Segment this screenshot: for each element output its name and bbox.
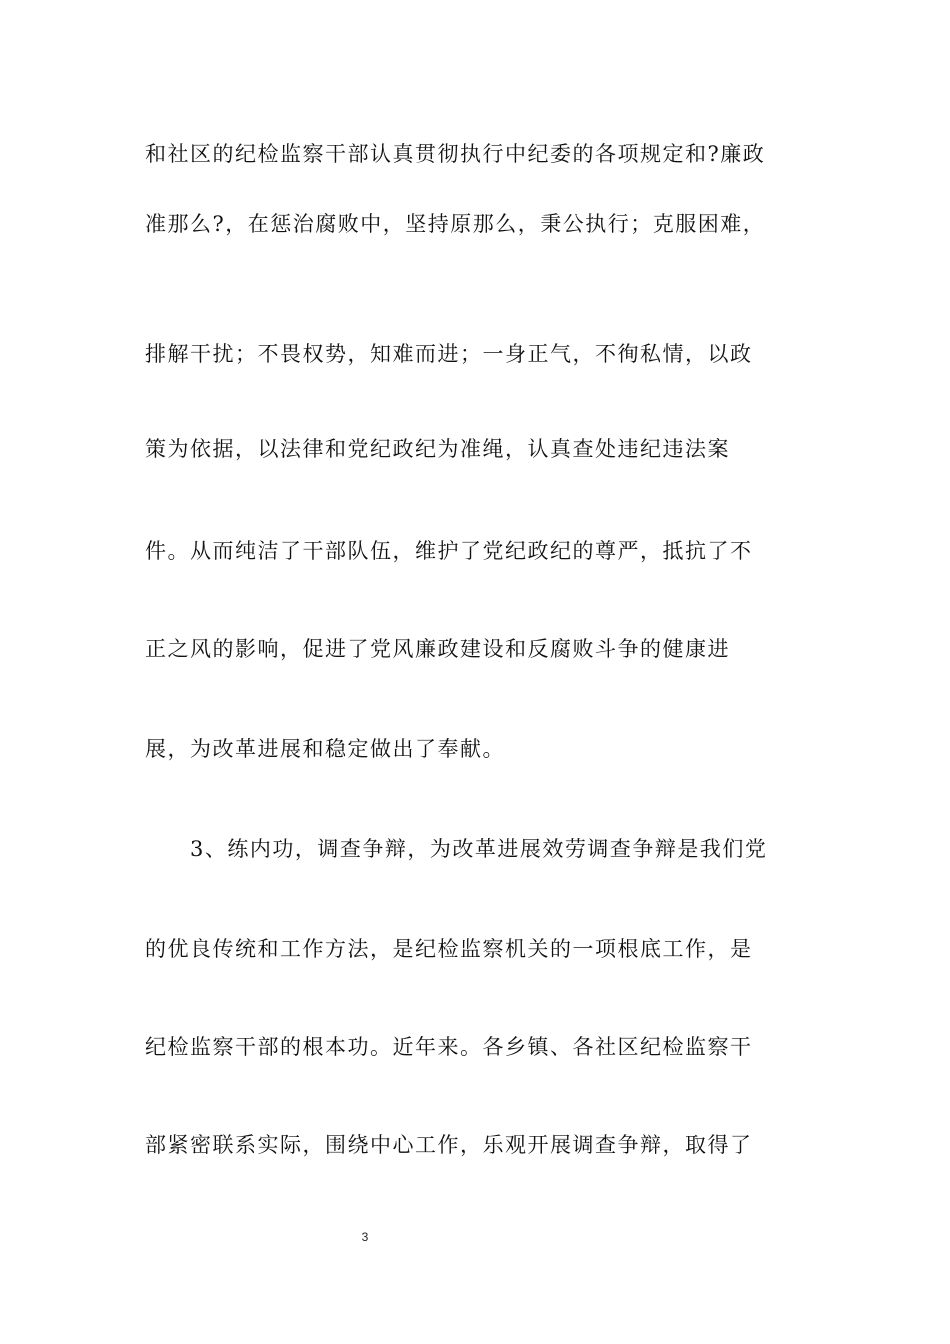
paragraph-start-line: 3、练内功，调查争辩，为改革进展效劳调查争辩是我们党 [190,837,768,861]
page-number: 3 [361,1230,369,1244]
text-line: 准那么?，在惩治腐败中，坚持原那么，秉公执行；克服困难， [145,212,766,236]
text-line: 正之风的影响，促进了党风廉政建设和反腐败斗争的健康进 [145,637,730,661]
text-line: 部紧密联系实际，围绕中心工作，乐观开展调查争辩，取得了 [145,1133,753,1157]
text-line: 纪检监察干部的根本功。近年来。各乡镇、各社区纪检监察干 [145,1035,753,1059]
text-line: 展，为改革进展和稳定做出了奉献。 [145,737,505,761]
text-line: 件。从而纯洁了干部队伍，维护了党纪政纪的尊严，抵抗了不 [145,539,753,563]
text-line: 的优良传统和工作方法，是纪检监察机关的一项根底工作，是 [145,937,753,961]
text-line: 排解干扰；不畏权势，知难而进；一身正气，不徇私情，以政 [145,342,753,366]
text-line: 和社区的纪检监察干部认真贯彻执行中纪委的各项规定和?廉政 [145,142,766,166]
text-line: 策为依据，以法律和党纪政纪为准绳，认真查处违纪违法案 [145,437,730,461]
